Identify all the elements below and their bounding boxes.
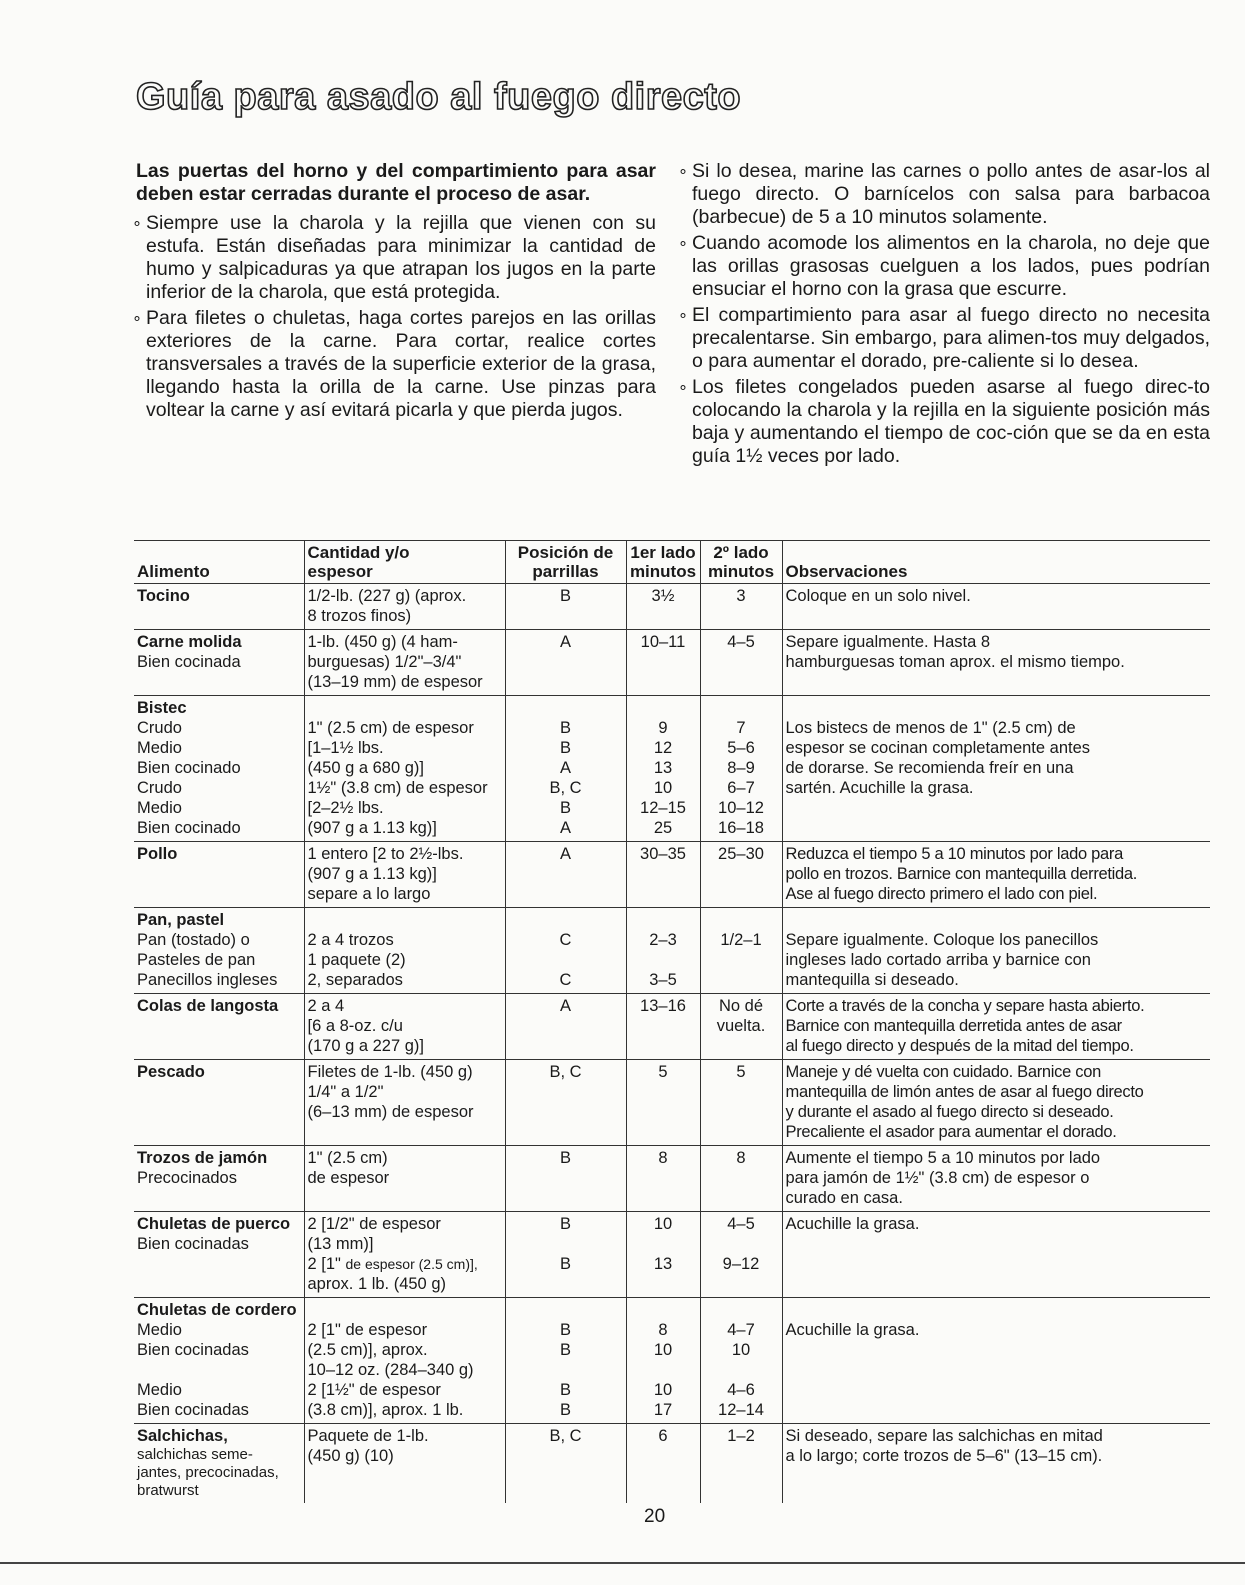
observations-cell: Corte a través de la concha y separe hasta abierto. Barnice con mantequilla derretida antes de asar al fuego directo y después de la mitad del tiempo.	[782, 994, 1210, 1060]
observations-cell: Coloque en un solo nivel.	[782, 584, 1210, 630]
food-cell: Trozos de jamón Precocinados	[134, 1146, 304, 1212]
position-cell: A	[505, 842, 626, 908]
observations-cell: Separe igualmente. Hasta 8 hamburguesas toman aprox. el mismo tiempo.	[782, 630, 1210, 696]
food-cell: Carne molida Bien cocinada	[134, 630, 304, 696]
header-position: Posición de parrillas	[505, 541, 626, 584]
page-number: 20	[644, 1506, 666, 1527]
position-cell: A	[505, 994, 626, 1060]
first-side-cell: 8 10 10 17	[626, 1298, 700, 1424]
table-row	[134, 1212, 1210, 1298]
position-cell: B B	[505, 1212, 626, 1298]
bottom-divider	[0, 1562, 1245, 1564]
first-side-cell: 5	[626, 1060, 700, 1146]
header-food: Alimento	[134, 541, 304, 584]
second-side-cell: No dé vuelta.	[700, 994, 782, 1060]
intro-bullet: ∘ Para filetes o chuletas, haga cortes parejos en las orillas exteriores de la carne. Para cortar, realice cortes transversales a través de la superficie exterior de la grasa, llegando hasta la orilla de la carne. Use pinzas para voltear la carne y así evitará picarla y que pierda jugos.	[136, 307, 656, 422]
first-side-cell: 3½	[626, 584, 700, 630]
food-cell: Colas de langosta	[134, 994, 304, 1060]
food-cell: Pan, pastel Pan (tostado) o Pasteles de pan Panecillos ingleses	[134, 908, 304, 994]
quantity-cell: 1" (2.5 cm) de espesor	[304, 1146, 505, 1212]
table-row	[134, 1424, 1210, 1504]
quantity-cell: 1/2-lb. (227 g) (aprox. 8 trozos finos)	[304, 584, 505, 630]
food-cell: Pollo	[134, 842, 304, 908]
position-cell: B	[505, 1146, 626, 1212]
observations-cell: Acuchille la grasa.	[782, 1298, 1210, 1424]
quantity-cell: 2 [1" de espesor (2.5 cm)], aprox. 10–12 oz. (284–340 g) 2 [1½" de espesor (3.8 cm)], aprox. 1 lb.	[304, 1298, 505, 1424]
second-side-cell: 3	[700, 584, 782, 630]
food-cell: Chuletas de cordero Medio Bien cocinadas Medio Bien cocinadas	[134, 1298, 304, 1424]
quantity-cell: 1-lb. (450 g) (4 ham- burguesas) 1/2"–3/4" (13–19 mm) de espesor	[304, 630, 505, 696]
intro-right-list	[682, 160, 1210, 468]
page-title: Guía para asado al fuego directo	[136, 76, 742, 118]
table-row	[134, 908, 1210, 994]
second-side-cell: 4–7 10 4–6 12–14	[700, 1298, 782, 1424]
table-row	[134, 1298, 1210, 1424]
food-cell: Bistec Crudo Medio Bien cocinado Crudo Medio Bien cocinado	[134, 696, 304, 842]
position-cell: B B B B	[505, 1298, 626, 1424]
table-row	[134, 630, 1210, 696]
position-cell: C C	[505, 908, 626, 994]
intro-bullet: ∘ Cuando acomode los alimentos en la charola, no deje que las orillas grasosas cuelguen a los lados, pues podrían ensuciar el horno con la grasa que escurre.	[682, 232, 1210, 301]
intro-lead: Las puertas del horno y del compartimiento para asar deben estar cerradas durante el proceso de asar.	[136, 160, 656, 205]
table-row	[134, 584, 1210, 630]
food-cell: Pescado	[134, 1060, 304, 1146]
quantity-cell: 2 a 4 trozos 1 paquete (2) 2, separados	[304, 908, 505, 994]
header-quantity: Cantidad y/o espesor	[304, 541, 505, 584]
food-cell: Chuletas de puerco Bien cocinadas	[134, 1212, 304, 1298]
table-row	[134, 842, 1210, 908]
second-side-cell: 8	[700, 1146, 782, 1212]
quantity-cell: 2 a 4 [6 a 8-oz. c/u (170 g a 227 g)]	[304, 994, 505, 1060]
observations-cell: Separe igualmente. Coloque los panecillos ingleses lado cortado arriba y barnice con mantequilla si deseado.	[782, 908, 1210, 994]
header-second-side: 2º lado minutos	[700, 541, 782, 584]
quantity-cell: Paquete de 1-lb. (450 g) (10)	[304, 1424, 505, 1504]
quantity-cell: 2 [1/2" de espesor (13 mm)] 2 [1" de espesor (2.5 cm)], aprox. 1 lb. (450 g)	[304, 1212, 505, 1298]
table-row	[134, 696, 1210, 842]
first-side-cell: 10 13	[626, 1212, 700, 1298]
second-side-cell: 5	[700, 1060, 782, 1146]
observations-cell: Aumente el tiempo 5 a 10 minutos por lado para jamón de 1½" (3.8 cm) de espesor o curado en casa.	[782, 1146, 1210, 1212]
food-cell: Salchichas, salchichas seme- jantes, precocinadas, bratwurst	[134, 1424, 304, 1504]
quantity-cell: Filetes de 1-lb. (450 g) 1/4" a 1/2" (6–13 mm) de espesor	[304, 1060, 505, 1146]
second-side-cell: 4–5 9–12	[700, 1212, 782, 1298]
intro-right-column	[682, 160, 1210, 471]
observations-cell: Si deseado, separe las salchichas en mitad a lo largo; corte trozos de 5–6" (13–15 cm).	[782, 1424, 1210, 1504]
first-side-cell: 9 12 13 10 12–15 25	[626, 696, 700, 842]
intro-bullet: ∘ El compartimiento para asar al fuego directo no necesita precalentarse. Sin embargo, para alimen-tos muy delgados, o para aumentar el dorado, pre-caliente si lo desea.	[682, 304, 1210, 373]
position-cell: A	[505, 630, 626, 696]
intro-bullet: ∘ Si lo desea, marine las carnes o pollo antes de asar-los al fuego directo. O barnícelos con salsa para barbacoa (barbecue) de 5 a 10 minutos solamente.	[682, 160, 1210, 229]
intro-left-column	[136, 160, 656, 425]
observations-cell: Los bistecs de menos de 1" (2.5 cm) de espesor se cocinan completamente antes de dorarse. Se recomienda freír en una sartén. Acuchille la grasa.	[782, 696, 1210, 842]
food-cell: Tocino	[137, 587, 190, 605]
second-side-cell: 4–5	[700, 630, 782, 696]
first-side-cell: 30–35	[626, 842, 700, 908]
first-side-cell: 2–3 3–5	[626, 908, 700, 994]
first-side-cell: 13–16	[626, 994, 700, 1060]
quantity-cell: 1" (2.5 cm) de espesor [1–1½ lbs. (450 g a 680 g)] 1½" (3.8 cm) de espesor [2–2½ lbs. (907 g a 1.13 kg)]	[304, 696, 505, 842]
position-cell: B B A B, C B A	[505, 696, 626, 842]
observations-cell: Acuchille la grasa.	[782, 1212, 1210, 1298]
quantity-cell: 1 entero [2 to 2½-lbs. (907 g a 1.13 kg)] separe a lo largo	[304, 842, 505, 908]
header-observations: Observaciones	[782, 541, 1210, 584]
broiling-guide-table	[134, 540, 1210, 1503]
intro-bullet: ∘ Los filetes congelados pueden asarse al fuego direc-to colocando la charola y la rejilla en la siguiente posición más baja y aumentando el tiempo de coc-ción que se da en esta guía 1½ veces por lado.	[682, 376, 1210, 468]
second-side-cell: 7 5–6 8–9 6–7 10–12 16–18	[700, 696, 782, 842]
position-cell: B, C	[505, 1424, 626, 1504]
header-first-side: 1er lado minutos	[626, 541, 700, 584]
first-side-cell: 8	[626, 1146, 700, 1212]
first-side-cell: 10–11	[626, 630, 700, 696]
position-cell: B, C	[505, 1060, 626, 1146]
second-side-cell: 25–30	[700, 842, 782, 908]
intro-bullet: ∘ Siempre use la charola y la rejilla que vienen con su estufa. Están diseñadas para minimizar la cantidad de humo y salpicaduras ya que atrapan los jugos en la parte inferior de la charola, que está protegida.	[136, 212, 656, 304]
position-cell: B	[505, 584, 626, 630]
table-row	[134, 1146, 1210, 1212]
observations-cell: Maneje y dé vuelta con cuidado. Barnice con mantequilla de limón antes de asar al fuego directo y durante el asado al fuego directo si deseado. Precaliente el asador para aumentar el dorado.	[782, 1060, 1210, 1146]
intro-left-list	[136, 212, 656, 422]
table-header-row	[134, 541, 1210, 584]
table-row	[134, 1060, 1210, 1146]
observations-cell: Reduzca el tiempo 5 a 10 minutos por lado para pollo en trozos. Barnice con mantequilla derretida. Ase al fuego directo primero el lado con piel.	[782, 842, 1210, 908]
first-side-cell: 6	[626, 1424, 700, 1504]
second-side-cell: 1–2	[700, 1424, 782, 1504]
second-side-cell: 1/2–1	[700, 908, 782, 994]
table-row	[134, 994, 1210, 1060]
